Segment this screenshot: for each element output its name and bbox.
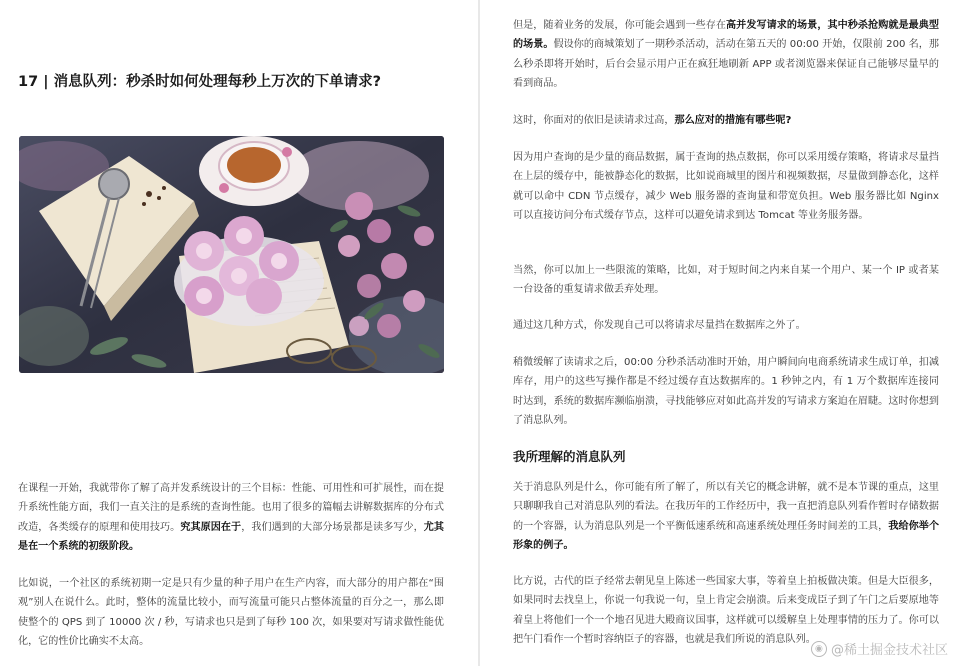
rate-limit-paragraph: 当然，你可以加上一些限流的策略，比如，对于短时间之内来自某一个用户、某一个 IP 或者某一台设备的重复请求做丢弃处理。 — [513, 265, 939, 296]
write-surge-paragraph: 稍微缓解了读请求之后，00:00 分秒杀活动准时开始，用户瞬间向电商系统请求生成订单，扣减库存，用户的这些写操作都是不经过缓存直达数据库的。1 秒钟之内，有 1 万个数据库连接同时达到，系统的数据库濒临崩溃，寻找能够应对如此高并发的写请求方案迫在眉睫。这时你想到了消息队列。 — [513, 357, 939, 427]
analogy-paragraph: 比方说，古代的臣子经常去朝见皇上陈述一些国家大事，等着皇上拍板做决策。但是大臣很多，如果同时去找皇上，你说一句我说一句，皇上肯定会崩溃。后来变成臣子到了午门之后要原地等着皇上将他们一个一个地召见进大殿商议国事，这样就可以缓解皇上处理事情的压力了。你可以把午门看作一个暂时容纳臣子的容器，也就是我们所说的消息队列。 — [513, 576, 939, 646]
page-title: 17 | 消息队列：秒杀时如何处理每秒上万次的下单请求? — [18, 74, 381, 90]
community-example-paragraph: 比如说，一个社区的系统初期一定是只有少量的种子用户在生产内容，而大部分的用户都在“围观”别人在说什么。此时，整体的流量比较小，而写流量可能只占整体流量的百分之一，那么即使整个的 QPS 到了 10000 次 / 秒，写请求也只是到了每秒 100 次，如果要对写请求做性能优化，它的性价比确实不太高。 — [18, 578, 444, 648]
watermark-text: @稀土掘金技术社区 — [830, 643, 948, 658]
left-page — [0, 0, 478, 666]
header-photo — [19, 136, 444, 373]
camera-icon: ◉ — [811, 641, 827, 657]
flash-sale-paragraph: 但是，随着业务的发展，你可能会遇到一些存在高并发写请求的场景，其中秒杀抢购就是最典型的场景。假设你的商城策划了一期秒杀活动，活动在第五天的 00:00 开始，仅限前 200 名，那么秒杀即将开始时，后台会显示用户正在疯狂地刷新 APP 或者浏览器来保证自己能够尽量早的看到商品。 — [513, 20, 940, 90]
section-heading: 我所理解的消息队列 — [513, 449, 626, 464]
watermark — [811, 639, 948, 658]
right-page — [480, 0, 962, 666]
intro-paragraph: 在课程一开始，我就带你了解了高并发系统设计的三个目标：性能、可用性和可扩展性，而在提升系统性能方面，我们一直关注的是系统的查询性能。也用了很多的篇幅去讲解数据库的分布式改造，各类缓存的原理和使用技巧。究其原因在于，我们遇到的大部分场景都是读多写少，尤其是在一个系统的初级阶段。 — [18, 483, 445, 553]
photo-illustration — [19, 136, 444, 373]
cache-strategy-paragraph: 因为用户查询的是少量的商品数据，属于查询的热点数据，你可以采用缓存策略，将请求尽量挡在上层的缓存中，能被静态化的数据，比如说商城里的图片和视频数据，尽量做到静态化，这样就可以命中 CDN 节点缓存，减少 Web 服务器的查询量和带宽负担。Web 服务器比如 Nginx 可以直接访问分布式缓存节点，这样可以避免请求到达 Tomcat 等业务服务器。 — [513, 152, 939, 222]
read-pressure-paragraph: 这时，你面对的依旧是读请求过高，那么应对的措施有哪些呢? — [513, 115, 792, 126]
mq-definition-paragraph: 关于消息队列是什么，你可能有所了解了，所以有关它的概念讲解，就不是本节课的重点，这里只聊聊我自己对消息队列的看法。在我历年的工作经历中，我一直把消息队列看作暂时存储数据的一个容器，认为消息队列是一个平衡低速系统和高速系统处理任务时间差的工具，我给你举个形象的例子。 — [513, 482, 939, 552]
db-shield-paragraph: 通过这几种方式，你发现自己可以将请求尽量挡在数据库之外了。 — [513, 320, 806, 331]
